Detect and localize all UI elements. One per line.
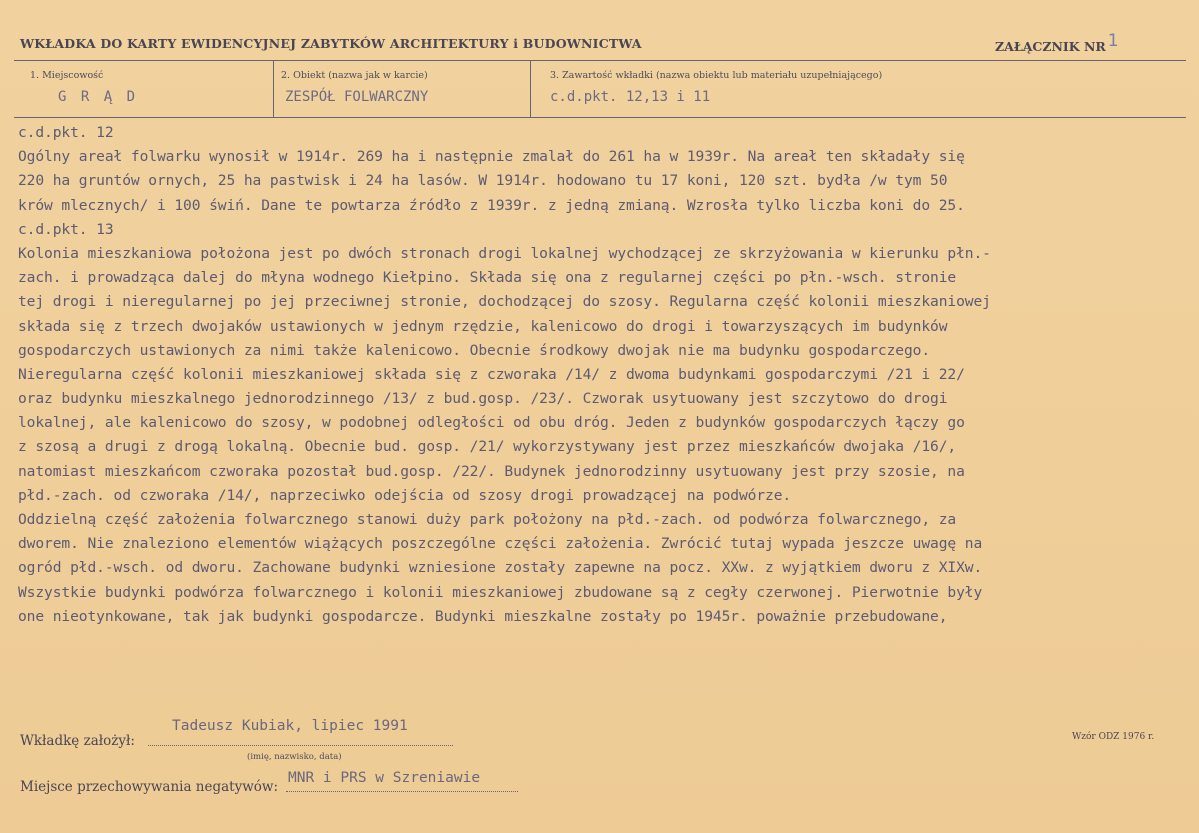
card-title: WKŁADKA DO KARTY EWIDENCYJNEJ ZABYTKÓW ARCHITEKTURY i BUDOWNICTWA	[20, 36, 642, 51]
header-rule-bottom	[14, 117, 1186, 118]
annex-label: ZAŁĄCZNIK NR	[995, 39, 1106, 54]
body-line: krów mlecznych/ i 100 świń. Dane te powtarza źródło z 1939r. z jedną zmianą. Wzrosła tylko liczba koni do 25.	[18, 196, 965, 214]
field-divider-1	[273, 61, 274, 117]
content-label: 3. Zawartość wkładki (nazwa obiektu lub materiału uzupełniającego)	[550, 70, 883, 81]
author-value: Tadeusz Kubiak, lipiec 1991	[172, 718, 408, 734]
storage-underline	[286, 791, 518, 792]
author-label: Wkładkę założył:	[20, 733, 135, 749]
storage-value: MNR i PRS w Szreniawie	[288, 770, 481, 786]
body-line: składa się z trzech dwojaków ustawionych w jednym rzędzie, kalenicowo do drogi i towarzyszących im budynków	[18, 317, 948, 335]
body-line: Wszystkie budynki podwórza folwarcznego i kolonii mieszkaniowej zbudowane są z cegły czerwonej. Pierwotnie były	[18, 583, 983, 601]
body-line: płd.-zach. od czworaka /14/, naprzeciwko odejścia od szosy drogi prowadzącej na podwórze.	[18, 486, 792, 504]
body-line: oraz budynku mieszkalnego jednorodzinnego /13/ z bud.gosp. /23/. Czworak usytuowany jest szczytowo do drogi	[18, 390, 948, 408]
body-line: gospodarczych ustawionych za nimi także kalenicowo. Obecnie środkowy dwojak nie ma budynku gospodarczego.	[18, 341, 931, 359]
body-line: ogród płd.-wsch. od dworu. Zachowane budynki wzniesione zostały zapewne na pocz. XXw. z wyjątkiem dworu z XIXw.	[18, 559, 983, 577]
body-line: c.d.pkt. 13	[18, 220, 114, 238]
body-line: lokalnej, ale kalenicowo do szosy, w podobnej odległości od obu dróg. Jeden z budynków gospodarczych łączy go	[18, 414, 965, 432]
annex-number	[995, 31, 1119, 56]
storage-label: Miejsce przechowywania negatywów:	[20, 779, 279, 795]
body-line: tej drogi i nieregularnej po jej przeciwnej stronie, dochodzącej do szosy. Regularna część kolonii mieszkaniowej	[18, 293, 991, 311]
header-rule-top	[14, 60, 1186, 61]
body-line: dworem. Nie znaleziono elementów wiążących poszczególne części założenia. Zwrócić tutaj wypada jeszcze uwagę na	[18, 535, 983, 553]
content-value: c.d.pkt. 12,13 i 11	[550, 89, 711, 105]
author-underline	[148, 745, 453, 746]
field-divider-2	[530, 61, 531, 117]
body-line: Oddzielną część założenia folwarcznego stanowi duży park położony na płd.-zach. od podwórza folwarcznego, za	[18, 511, 957, 528]
body-line: c.d.pkt. 12	[18, 124, 114, 141]
body-line: 220 ha gruntów ornych, 25 ha pastwisk i 24 ha lasów. W 1914r. hodowano tu 17 koni, 120 szt. bydła /w tym 50	[18, 172, 948, 190]
locality-label: 1. Miejscowość	[30, 70, 104, 81]
body-line: one nieotynkowane, tak jak budynki gospodarcze. Budynki mieszkalne zostały po 1945r. poważnie przebudowane,	[18, 607, 948, 625]
body-line: natomiast mieszkańcom czworaka pozostał bud.gosp. /22/. Budynek jednorodzinny usytuowany jest przy szosie, na	[18, 462, 965, 480]
object-label: 2. Obiekt (nazwa jak w karcie)	[281, 70, 428, 81]
locality-value: G R Ą D	[58, 89, 139, 105]
body-line: Nieregularna część kolonii mieszkaniowej składa się z czworaka /14/ z dwoma budynkami gospodarczymi /21 i 22/	[18, 365, 965, 383]
body-line: Kolonia mieszkaniowa położona jest po dwóch stronach drogi lokalnej wychodzącej ze skrzyżowania w kierunku płn.-	[18, 244, 991, 262]
author-hint: (imię, nazwisko, data)	[247, 752, 342, 762]
body-text	[18, 121, 1188, 629]
body-line: z szosą a drugi z drogą lokalną. Obecnie bud. gosp. /21/ wykorzystywany jest przez mieszkańców dwojaka /16/,	[18, 438, 957, 456]
form-code: Wzór ODZ 1976 r.	[1072, 732, 1155, 742]
annex-number-value: 1	[1107, 31, 1119, 51]
body-line: zach. i prowadząca dalej do młyna wodnego Kiełpino. Składa się ona z regularnej części po płn.-wsch. stronie	[18, 269, 957, 287]
body-line: Ogólny areał folwarku wynosił w 1914r. 269 ha i następnie zmalał do 261 ha w 1939r. Na areał ten składały się	[18, 148, 965, 166]
object-value: ZESPÓŁ FOLWARCZNY	[285, 89, 429, 105]
